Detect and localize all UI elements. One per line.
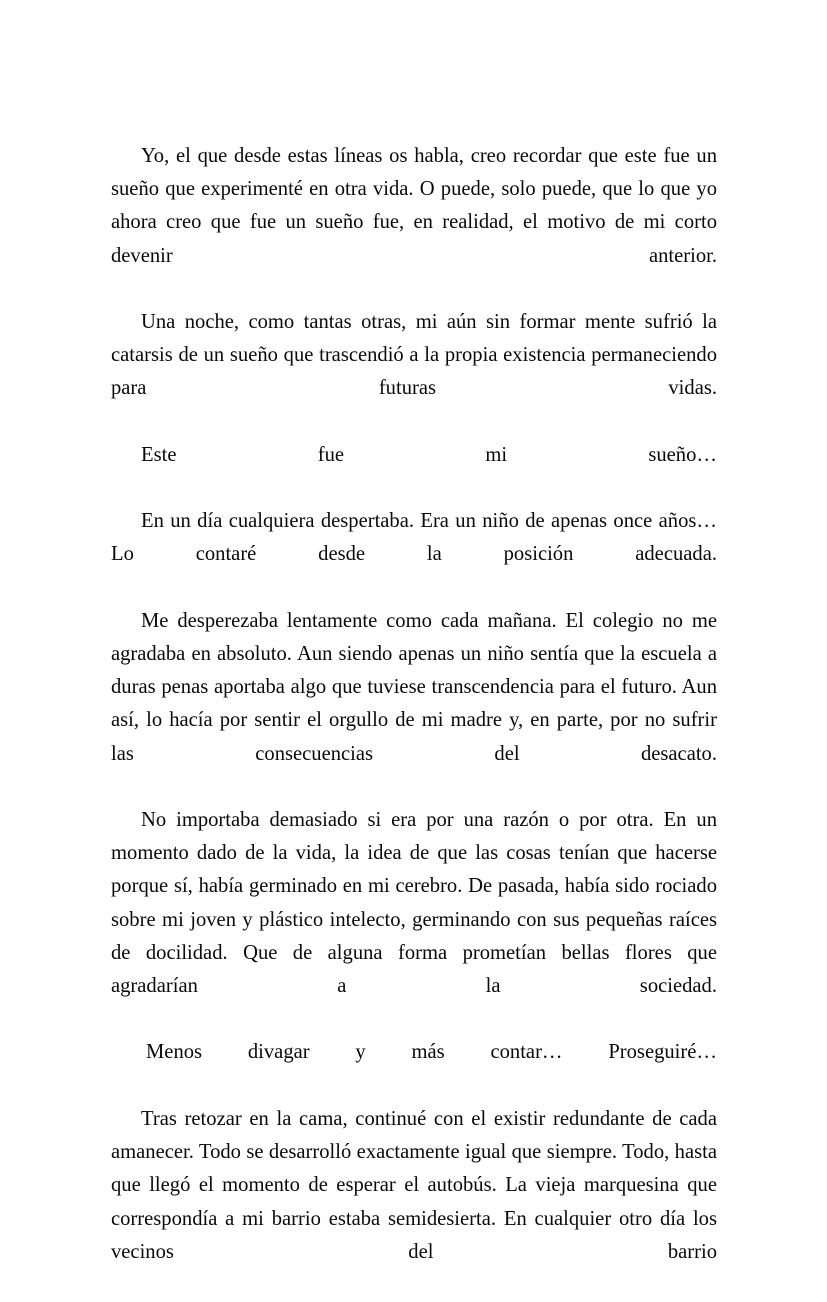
- paragraph-2: Una noche, como tantas otras, mi aún sin formar mente sufrió la catarsis de un sueño que trascendió a la propia existencia permaneciendo para futuras vidas.: [111, 311, 717, 400]
- paragraph-4: En un día cualquiera despertaba. Era un niño de apenas once años… Lo contaré desde la posición adecuada.: [111, 510, 717, 566]
- paragraph-3: Este fue mi sueño…: [141, 443, 717, 466]
- paragraph-1: Yo, el que desde estas líneas os habla, creo recordar que este fue un sueño que experimenté en otra vida. O puede, solo puede, que lo que yo ahora creo que fue un sueño fue, en realidad, el motivo de mi corto devenir anterior.: [111, 145, 717, 267]
- paragraph-6: No importaba demasiado si era por una razón o por otra. En un momento dado de la vida, la idea de que las cosas tenían que hacerse porque sí, había germinado en mi cerebro. De pasada, había sido rociado sobre mi joven y plástico intelecto, germinando con sus pequeñas raíces de docilidad. Que de alguna forma prometían bellas flores que agradarían a la sociedad.: [111, 809, 717, 998]
- paragraph-8: Tras retozar en la cama, continué con el existir redundante de cada amanecer. Todo se desarrolló exactamente igual que siempre. Todo, hasta que llegó el momento de esperar el autobús. La vieja marquesina que correspondía a mi barrio estaba semidesierta. En cualquier otro día los vecinos del barrio: [111, 1107, 717, 1263]
- paragraph-7: Menos divagar y más contar… Proseguiré…: [146, 1041, 717, 1064]
- page-text-block: [111, 140, 717, 1302]
- paragraph-5: Me desperezaba lentamente como cada mañana. El colegio no me agradaba en absoluto. Aun siendo apenas un niño sentía que la escuela a duras penas aportaba algo que tuviese transcendencia para el futuro. Aun así, lo hacía por sentir el orgullo de mi madre y, en parte, por no sufrir las consecuencias del desacato.: [111, 609, 717, 765]
